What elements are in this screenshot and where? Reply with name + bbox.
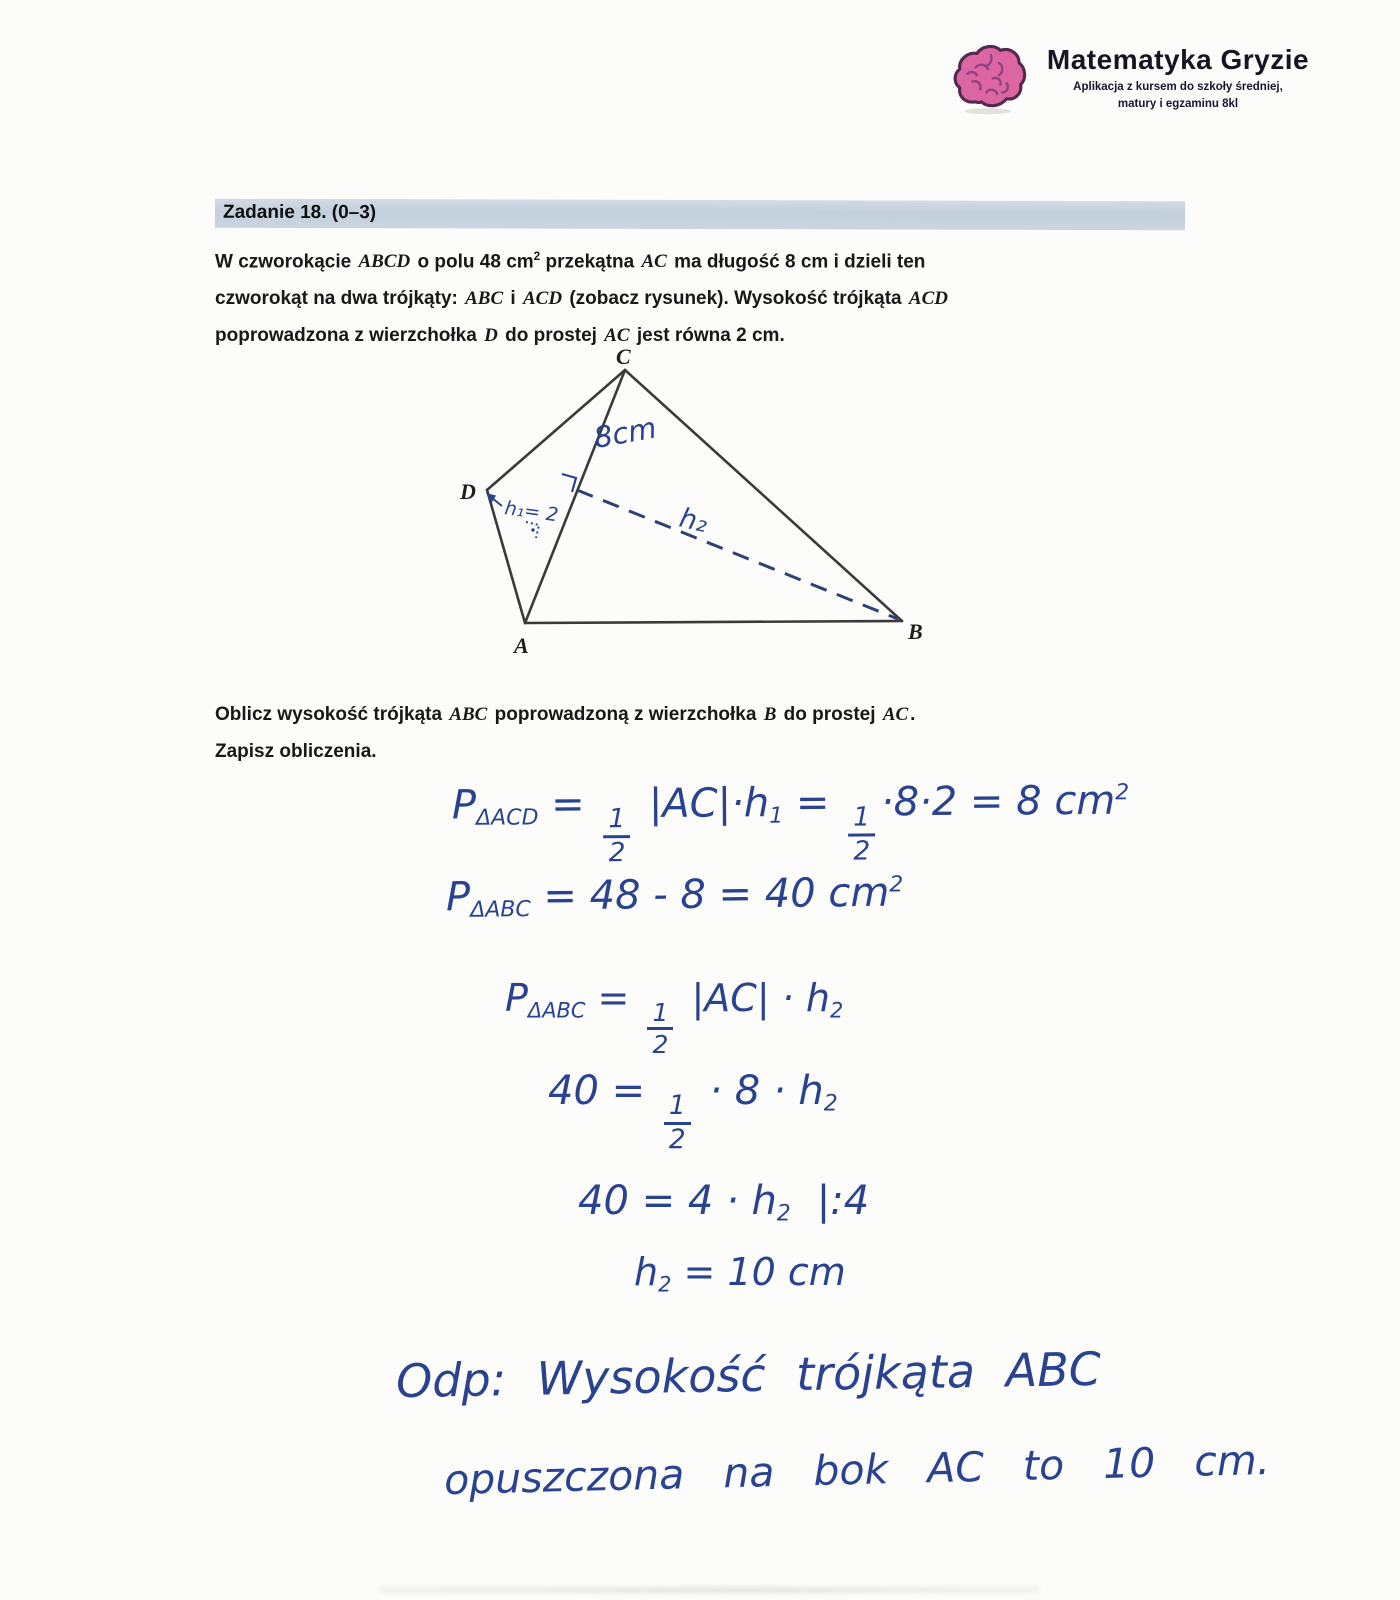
prompt-line: Oblicz wysokość trójkąta ABC poprowadzoną z wierzchołka B do prostej AC . [215,704,916,725]
vertex-label-b: B [908,619,923,644]
statement-line: czworokąt na dwa trójkąty: ABC i ACD (zobacz rysunek). Wysokość trójkąta ACD [215,288,948,310]
vertex-label-d: D [460,479,476,504]
height-h1-label: h₁= 2 [503,497,560,527]
logo-subtitle-line2: matury i egzaminu 8kl [1117,98,1239,111]
answer-line-2: opuszczona na bok AC to 10 cm. [443,1435,1271,1505]
statement-line: poprowadzona z wierzchołka D do prostej AC jest równa 2 cm. [215,325,785,347]
statement-line: W czworokącie ABCD o polu 48 $cm^2$ przekątna AC ma długość 8 cm i dzieli ten [215,250,926,273]
solution-line-5: $40 = 4 \cdot h_2$ |:4 [578,1178,870,1227]
logo-text [1044,44,1312,114]
brain-icon [952,44,1030,116]
task-header-highlight [215,199,1185,231]
logo-subtitle-line1: Aplikacja z kursem do szkoły średniej, [1073,81,1283,93]
right-angle-dot [531,528,534,531]
right-angle-mark [562,474,576,492]
solution-line-4: 40 = $\frac{1}{2}$ · $8 \cdot h_2$ [548,1068,838,1155]
problem-statement [215,238,1180,354]
diagonal-length-label: 8cm [591,410,659,455]
quadrilateral-figure [440,338,940,668]
height-h2-label: h₂ [676,502,711,540]
answer-line-1: Odp: Wysokość trójkąta ABC [395,1341,1102,1409]
solution-line-1: $P_{\Delta ACD}$ = $\frac{1}{2}$ $|AC|\cdot h_1$ = $\frac{1}{2}$ ·8·2 = 8 $cm^2$ [451,777,1130,868]
solution-line-6: $h_2 = 10$ cm [634,1250,846,1297]
solution-line-2: $P_{\Delta ABC} = 48 - 8 = 40$ $cm^2$ [445,869,904,923]
vertex-label-a: A [514,633,529,658]
logo-title: Matematyka Gryzie [1046,44,1310,75]
vertex-label-c: C [616,344,631,369]
app-logo [952,44,1312,116]
scan-smudge [380,1584,1040,1596]
task-prompt [215,696,1180,770]
task-header-title: Zadanie 18. (0–3) [222,201,377,224]
prompt-line: Zapisz obliczenia. [215,741,377,762]
quadrilateral-outline [487,370,902,623]
height-h2-dashed-line [577,490,898,619]
h1-arrowhead [486,493,496,503]
logo-subtitle [1044,79,1312,114]
solution-line-3: $P_{\Delta ABC}$ = $\frac{1}{2}$ $|AC| \cdot h_2$ [505,976,844,1059]
